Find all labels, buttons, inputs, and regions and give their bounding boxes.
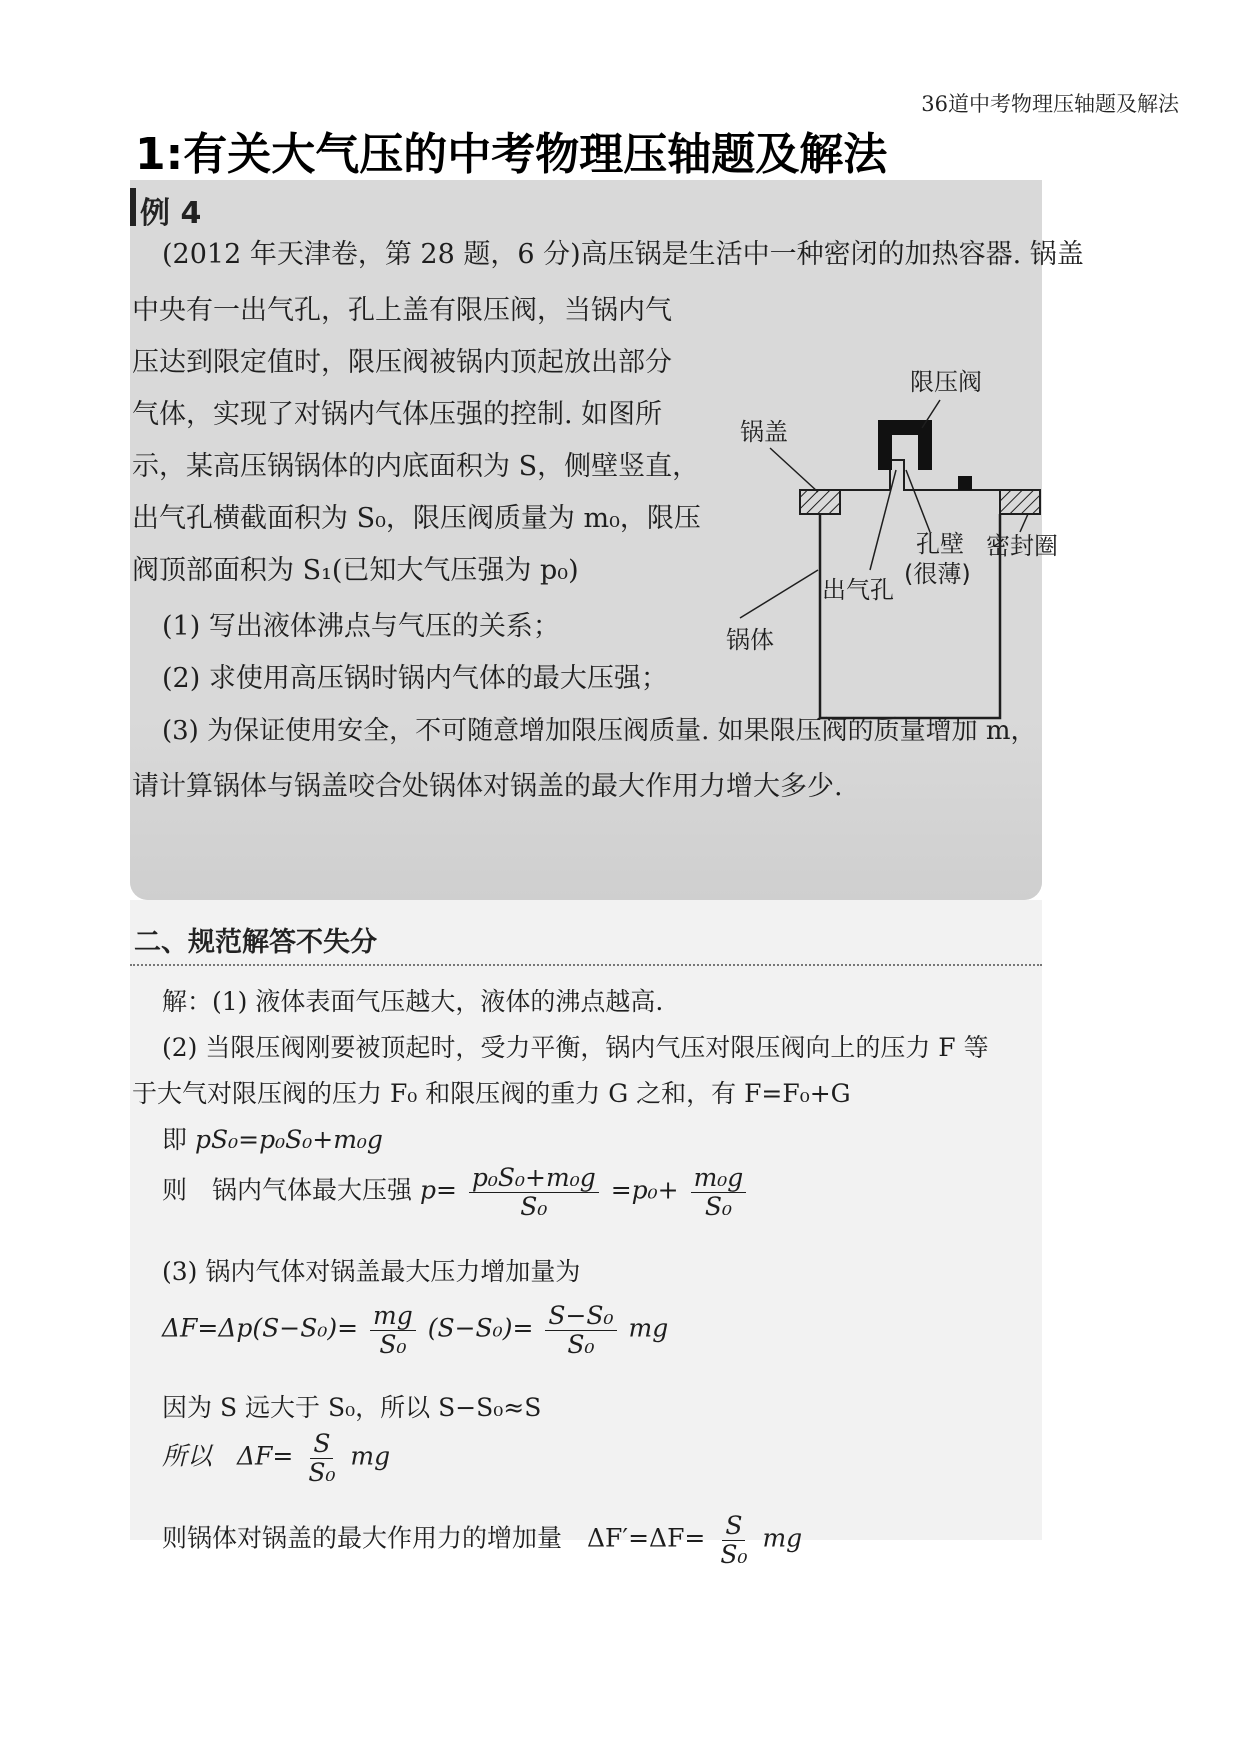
problem-line-4: 气体，实现了对锅内气体压强的控制. 如图所 (132, 399, 663, 430)
lid-leader (770, 448, 818, 492)
fraction-denominator: S₀ (720, 1539, 748, 1569)
question-2: (2) 求使用高压锅时锅内气体的最大压强； (162, 663, 668, 694)
equation-p-mid: =p₀+ (610, 1175, 679, 1205)
example-label: 例 4 (140, 196, 202, 231)
equation-approx-end: mg (350, 1441, 391, 1471)
section-title: 二、规范解答不失分 (134, 927, 377, 958)
solution-line-5-prefix: 则 锅内气体最大压强 (162, 1175, 413, 1205)
problem-line-3: 压达到限定值时，限压阀被锅内顶起放出部分 (132, 347, 672, 378)
label-hole-wall-note: (很薄) (904, 560, 971, 588)
problem-line-1: (2012 年天津卷，第 28 题，6 分)高压锅是生活中一种密闭的加热容器. 锅盖 (162, 239, 1084, 270)
problem-line-5: 示，某高压锅锅体的内底面积为 S，侧壁竖直， (132, 451, 700, 482)
label-seal: 密封圈 (986, 532, 1058, 560)
equation-balance: pS₀=p₀S₀+m₀g (194, 1125, 383, 1154)
equation-delta-end: mg (628, 1313, 669, 1343)
question-1: (1) 写出液体沸点与气压的关系； (162, 611, 560, 642)
equation-delta-lhs: ΔF=Δp(S−S₀)= (162, 1313, 359, 1343)
fraction-numerator: m₀g (691, 1164, 747, 1193)
question-3-cont: 请计算锅体与锅盖咬合处锅体对锅盖的最大作用力增大多少. (132, 771, 843, 802)
section-divider (130, 964, 1042, 966)
fraction-numerator: S (310, 1430, 333, 1459)
solution-line-1: 解：(1) 液体表面气压越大，液体的沸点越高. (162, 987, 664, 1016)
problem-line-7: 阀顶部面积为 S₁(已知大气压强为 p₀) (132, 555, 579, 586)
final-answer-prefix: 则锅体对锅盖的最大作用力的增加量 ΔF′=ΔF= (162, 1523, 706, 1553)
equation-p-lhs: p= (419, 1175, 457, 1205)
lid-left-seal (800, 490, 840, 514)
solution-line-10 (162, 1512, 802, 1568)
fraction-mg-s0 (370, 1302, 416, 1358)
label-valve: 限压阀 (910, 368, 982, 396)
solution-line-2: (2) 当限压阀刚要被顶起时，受力平衡，锅内气压对限压阀向上的压力 F 等 (162, 1033, 989, 1062)
fraction-final (717, 1512, 750, 1568)
pressure-cooker-diagram (710, 270, 1058, 830)
equation-delta-mid: (S−S₀)= (427, 1313, 534, 1343)
wall-leader (906, 470, 930, 532)
fraction-numerator: S (722, 1512, 745, 1541)
body-leader (740, 570, 818, 618)
fraction-denominator: S₀ (308, 1457, 336, 1487)
solution-line-9 (162, 1430, 390, 1486)
scanned-page (130, 180, 1084, 1569)
vent-leader (870, 470, 896, 570)
label-hole-wall: 孔壁 (916, 530, 964, 558)
fraction-s-s0 (305, 1430, 338, 1486)
fraction-denominator: S₀ (379, 1329, 407, 1359)
solution-line-8: 因为 S 远大于 S₀，所以 S−S₀≈S (162, 1393, 542, 1422)
solution-line-4-prefix: 即 (162, 1125, 188, 1154)
lid-right-seal (1000, 490, 1040, 514)
fraction-s-diff (545, 1302, 616, 1358)
pot-body (820, 514, 1000, 718)
example-marker (130, 188, 136, 226)
problem-line-2: 中央有一出气孔，孔上盖有限压阀，当锅内气 (132, 295, 672, 326)
fraction-numerator: mg (370, 1302, 416, 1331)
fraction-valve-pressure (691, 1164, 747, 1220)
solution-line-7 (162, 1302, 668, 1358)
label-vent: 出气孔 (822, 576, 894, 604)
equation-approx-lhs: 所以 ΔF= (162, 1441, 294, 1471)
fraction-denominator: S₀ (567, 1329, 595, 1359)
fraction-max-pressure (469, 1164, 599, 1220)
fraction-numerator: S−S₀ (545, 1302, 616, 1331)
solution-line-3: 于大气对限压阀的压力 F₀ 和限压阀的重力 G 之和，有 F=F₀+G (132, 1079, 851, 1108)
seal-leader (1020, 514, 1028, 532)
page-header: 36道中考物理压轴题及解法 (921, 92, 1179, 116)
seal-block (958, 476, 972, 490)
final-answer-end: mg (762, 1523, 803, 1553)
question-3: (3) 为保证使用安全，不可随意增加限压阀质量. 如果限压阀的质量增加 m， (162, 716, 1037, 746)
fraction-denominator: S₀ (704, 1191, 732, 1221)
solution-line-4 (162, 1120, 383, 1156)
solution-line-5 (162, 1164, 750, 1220)
label-body: 锅体 (726, 626, 774, 654)
fraction-numerator: p₀S₀+m₀g (469, 1164, 599, 1193)
problem-line-6: 出气孔横截面积为 S₀，限压阀质量为 m₀，限压 (132, 503, 701, 534)
solution-line-6: (3) 锅内气体对锅盖最大压力增加量为 (162, 1257, 581, 1286)
label-lid: 锅盖 (740, 418, 788, 446)
fraction-denominator: S₀ (520, 1191, 548, 1221)
page-title: 1:有关大气压的中考物理压轴题及解法 (135, 129, 888, 180)
